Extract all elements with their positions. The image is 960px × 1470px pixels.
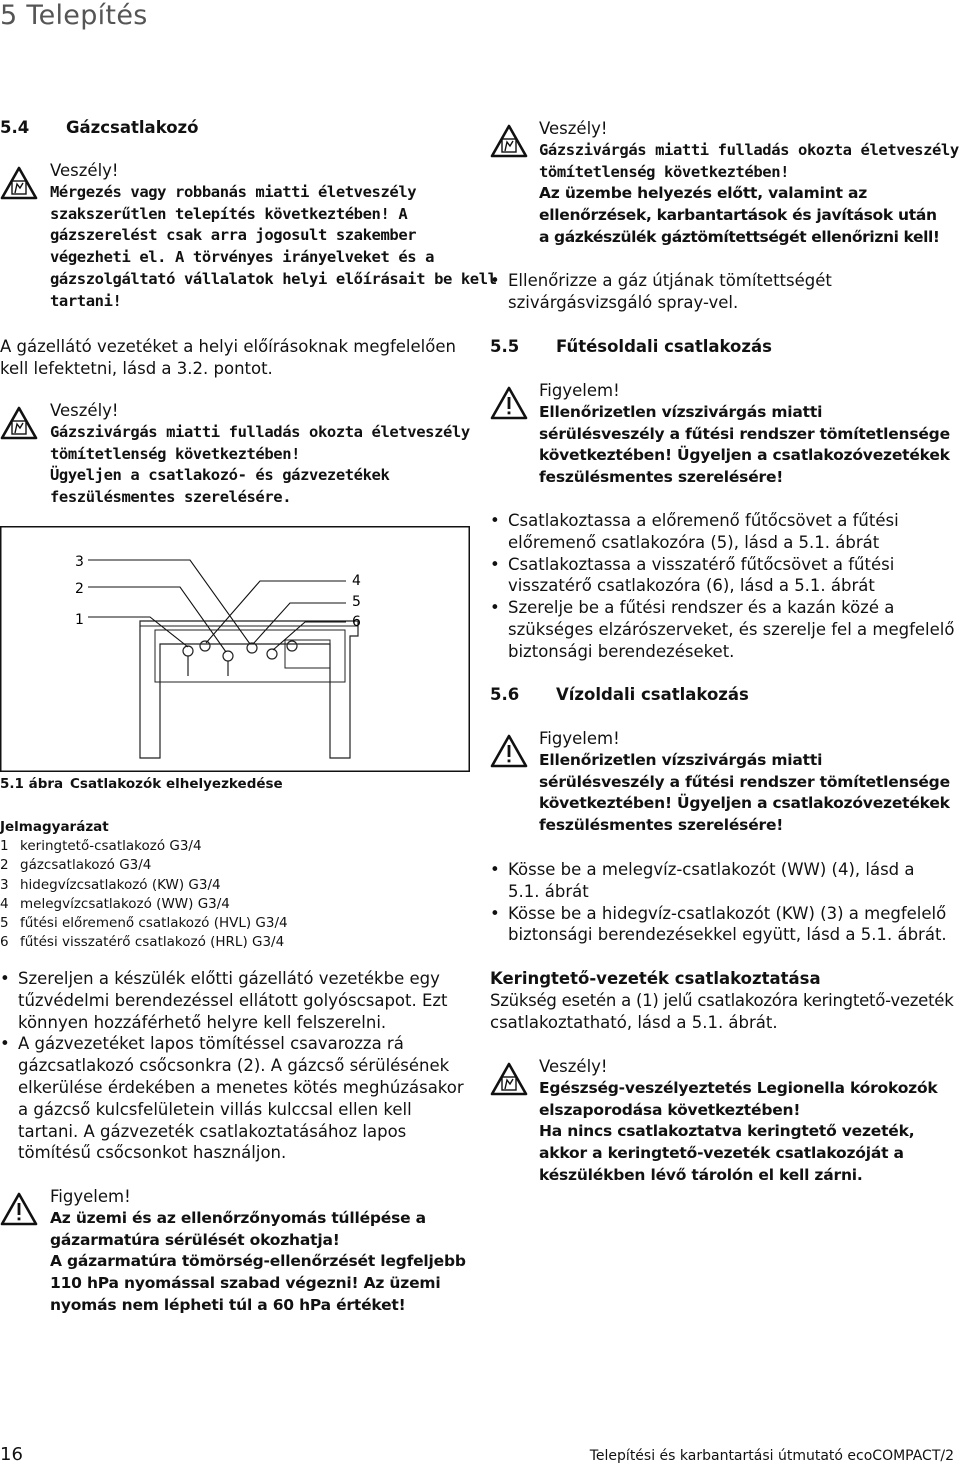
caution-line: feszülésmentes szerelésére!: [539, 468, 784, 487]
legend-item: [0, 933, 288, 952]
figure-caption: [0, 776, 283, 792]
legend-number: 2: [0, 857, 9, 874]
warning-label: Veszély!: [50, 161, 119, 180]
caution-label: Figyelem!: [539, 381, 620, 400]
caution-block-2: [539, 380, 959, 489]
paragraph-line: kell lefektetni, lásd a 3.2. pontot.: [0, 358, 273, 378]
caution-block-3: [539, 728, 959, 837]
warning-line: Ügyeljen a csatlakozó- és gázvezetékek: [50, 466, 390, 485]
section-title: Fűtésoldali csatlakozás: [556, 337, 772, 356]
warning-block-2: [50, 400, 480, 509]
list-item: [490, 554, 960, 598]
warning-line: tömítetlenség következtében!: [539, 162, 790, 181]
list-item: [490, 510, 960, 554]
warning-line: tömítetlenség következtében!: [50, 444, 301, 463]
section-heading-5-6: [490, 685, 749, 704]
warning-label: Veszély!: [50, 401, 119, 420]
list-line: • Csatlakoztassa a visszatérő fűtőcsövet a fűtési: [508, 554, 895, 574]
list-line: a gázcső kulcsfelületein villás kulccsal ellen kell: [18, 1099, 412, 1119]
legend-number: 5: [0, 915, 9, 932]
warning-line: gázszolgáltató vállalatok helyi előírásait be kell: [50, 269, 497, 288]
warning-line: ellenőrzések, karbantartások és javítások után: [539, 206, 937, 225]
paragraph-line: Szükség esetén a (1) jelű csatlakozóra keringtető-vezeték: [490, 990, 954, 1010]
legend-item: [0, 837, 288, 856]
section-heading-5-4: [0, 118, 199, 137]
list-line: • Csatlakoztassa a előremenő fűtőcsövet a fűtési: [508, 511, 899, 530]
caution-icon: [0, 1192, 38, 1226]
fig-label-3: 3: [75, 554, 84, 570]
warning-line: gázszerelést csak arra jogosult szakember: [50, 226, 417, 245]
bullet-list-heating: [490, 510, 960, 663]
danger-icon: [0, 406, 38, 440]
legend-number: 4: [0, 895, 9, 912]
caution-line: sérülésveszély a fűtési rendszer tömítetlensége: [539, 424, 950, 443]
footer-title: Telepítési és karbantartási útmutató ecoCOMPACT/2: [589, 1448, 954, 1464]
fig-label-2: 2: [75, 581, 84, 597]
caution-line: sérülésveszély a fűtési rendszer tömítetlensége: [539, 772, 950, 791]
list-item: [490, 270, 960, 314]
caption-text: Csatlakozók elhelyezkedése: [70, 776, 283, 792]
caution-label: Figyelem!: [539, 729, 620, 748]
bullet-list-leak-test: [490, 270, 960, 314]
list-line: tömítésű csőcsonkot használjon.: [18, 1143, 287, 1163]
list-line: előremenő csatlakozóra (5), lásd a 5.1. ábrát: [508, 532, 880, 552]
paragraph-line: csatlakoztatható, lásd a 5.1. ábrát.: [490, 1012, 778, 1032]
danger-icon: [490, 124, 528, 158]
list-line: biztonsági berendezéseket.: [508, 641, 735, 661]
warning-line: készülékben lévő tárolón el kell zárni.: [539, 1165, 863, 1184]
legend-number: 1: [0, 838, 9, 855]
caution-icon: [490, 386, 528, 420]
circulation-title: Keringtető-vezeték csatlakoztatása: [490, 969, 821, 988]
legend-text: gázcsatlakozó G3/4: [20, 857, 152, 874]
legend-text: melegvízcsatlakozó (WW) G3/4: [20, 895, 230, 912]
fig-label-1: 1: [75, 612, 84, 628]
warning-line: Egészség-veszélyeztetés Legionella kórokozók: [539, 1078, 938, 1097]
list-line: 5.1. ábrát: [508, 881, 589, 901]
section-number: 5.5: [490, 337, 520, 356]
fig-label-5: 5: [352, 594, 361, 610]
caution-line: A gázarmatúra tömörség-ellenőrzését legfeljebb: [50, 1252, 466, 1271]
caution-line: gázarmatúra sérülését okozhatja!: [50, 1230, 340, 1249]
page-number: 16: [0, 1444, 23, 1465]
legend-item: [0, 895, 288, 914]
warning-line: szakszerűtlen telepítés következtében! A: [50, 204, 408, 223]
list-item: [490, 903, 960, 947]
caution-line: Ellenőrizetlen vízszivárgás miatti: [539, 750, 823, 769]
warning-line: Ha nincs csatlakoztatva keringtető vezeték,: [539, 1122, 915, 1141]
list-line: gázcsatlakozó csőcsonkra (2). A gázcső sérülésének: [18, 1056, 450, 1076]
caption-number: 5.1 ábra: [0, 776, 64, 792]
caution-line: 110 hPa nyomással szabad végezni! Az üzemi: [50, 1274, 441, 1293]
caution-line: Ellenőrizetlen vízszivárgás miatti: [539, 402, 823, 421]
fig-label-4: 4: [352, 573, 361, 589]
danger-icon: [490, 1062, 528, 1096]
legend: [0, 818, 288, 952]
circulation-section: [490, 968, 960, 1033]
legend-text: fűtési előremenő csatlakozó (HVL) G3/4: [20, 915, 288, 932]
connections-figure: [0, 526, 470, 772]
warning-line: végezheti el. A törvényes irányelveket és a: [50, 248, 435, 267]
list-line: szükséges elzárószerveket, és szerelje fel a megfelelő: [508, 619, 955, 639]
warning-line: Mérgezés vagy robbanás miatti életveszély: [50, 182, 417, 201]
caution-label: Figyelem!: [50, 1187, 131, 1206]
bullet-list-water: [490, 859, 960, 946]
fig-label-6: 6: [352, 614, 361, 630]
list-line: • Szerelje be a fűtési rendszer és a kazán közé a: [508, 598, 895, 618]
section-heading-5-5: [490, 337, 772, 356]
section-number: 5.6: [490, 685, 520, 704]
legend-number: 3: [0, 876, 9, 893]
warning-label: Veszély!: [539, 119, 608, 138]
caution-line: Az üzemi és az ellenőrzőnyomás túllépése a: [50, 1208, 426, 1227]
list-line: • Szereljen a készülék előtti gázellátó vezetékbe egy: [18, 969, 440, 988]
list-line: szivárgásvizsgáló spray-vel.: [508, 292, 739, 312]
legend-text: keringtető-csatlakozó G3/4: [20, 838, 202, 855]
warning-line: feszülésmentes szerelésére.: [50, 488, 292, 507]
list-line: • Kösse be a hidegvíz-csatlakozót (KW) (3) a megfelelő: [508, 903, 947, 923]
legend-item: [0, 856, 288, 875]
paragraph-gas-line: [0, 336, 456, 380]
warning-block-3: [539, 118, 959, 249]
list-line: visszatérő csatlakozóra (6), lásd a 5.1. ábrát: [508, 576, 875, 596]
list-item: [490, 859, 960, 903]
warning-line: Gázszivárgás miatti fulladás okozta életveszély: [539, 140, 959, 159]
list-line: biztonsági berendezésekkel együtt, lásd a 5.1. ábrát.: [508, 925, 947, 945]
page-header: 5 Telepítés: [0, 0, 148, 31]
section-title: Vízoldali csatlakozás: [556, 685, 749, 704]
danger-icon: [0, 166, 38, 200]
warning-line: Az üzembe helyezés előtt, valamint az: [539, 184, 868, 203]
list-item: [0, 968, 470, 1033]
list-line: • Kösse be a melegvíz-csatlakozót (WW) (4), lásd a: [508, 860, 915, 879]
section-title: Gázcsatlakozó: [66, 118, 199, 137]
list-line: elkerülése érdekében a menetes kötés meghúzásakor: [18, 1077, 464, 1097]
warning-line: Gázszivárgás miatti fulladás okozta életveszély: [50, 422, 470, 441]
list-line: • A gázvezetéket lapos tömítéssel csavarozza rá: [18, 1034, 404, 1054]
warning-line: elszaporodása következtében!: [539, 1100, 801, 1119]
legend-text: fűtési visszatérő csatlakozó (HRL) G3/4: [20, 934, 285, 951]
paragraph-line: A gázellátó vezetéket a helyi előírásoknak megfelelően: [0, 337, 456, 356]
caution-line: nyomás nem lépheti túl a 60 hPa értéket!: [50, 1295, 406, 1314]
warning-line: tartani!: [50, 291, 122, 310]
legend-number: 6: [0, 934, 9, 951]
list-line: tűzvédelmi berendezéssel ellátott golyóscsapot. Ezt: [18, 990, 448, 1010]
list-line: könnyen hozzáférhető helyre kell felszerelni.: [18, 1012, 387, 1032]
list-line: tartani. A gázvezeték csatlakoztatásához lapos: [18, 1121, 407, 1141]
section-number: 5.4: [0, 118, 30, 137]
warning-label: Veszély!: [539, 1057, 608, 1076]
list-item: [490, 597, 960, 662]
caution-block-1: [50, 1186, 480, 1317]
warning-line: a gázkészülék gáztömítettségét ellenőrizni kell!: [539, 227, 940, 246]
legend-title: Jelmagyarázat: [0, 819, 109, 835]
legend-item: [0, 876, 288, 895]
legend-text: hidegvízcsatlakozó (KW) G3/4: [20, 876, 221, 893]
list-line: • Ellenőrizze a gáz útjának tömítettségét: [508, 271, 832, 290]
warning-block-4: [539, 1056, 959, 1187]
caution-line: feszülésmentes szerelésére!: [539, 816, 784, 835]
bullet-list-gas: [0, 968, 470, 1164]
legend-item: [0, 914, 288, 933]
warning-block-1: [50, 160, 497, 313]
caution-line: következtében! Ügyeljen a csatlakozóvezetékek: [539, 794, 950, 813]
caution-line: következtében! Ügyeljen a csatlakozóvezetékek: [539, 446, 950, 465]
warning-line: akkor a keringtető-vezeték csatlakozóját a: [539, 1144, 904, 1163]
caution-icon: [490, 734, 528, 768]
list-item: [0, 1033, 470, 1164]
